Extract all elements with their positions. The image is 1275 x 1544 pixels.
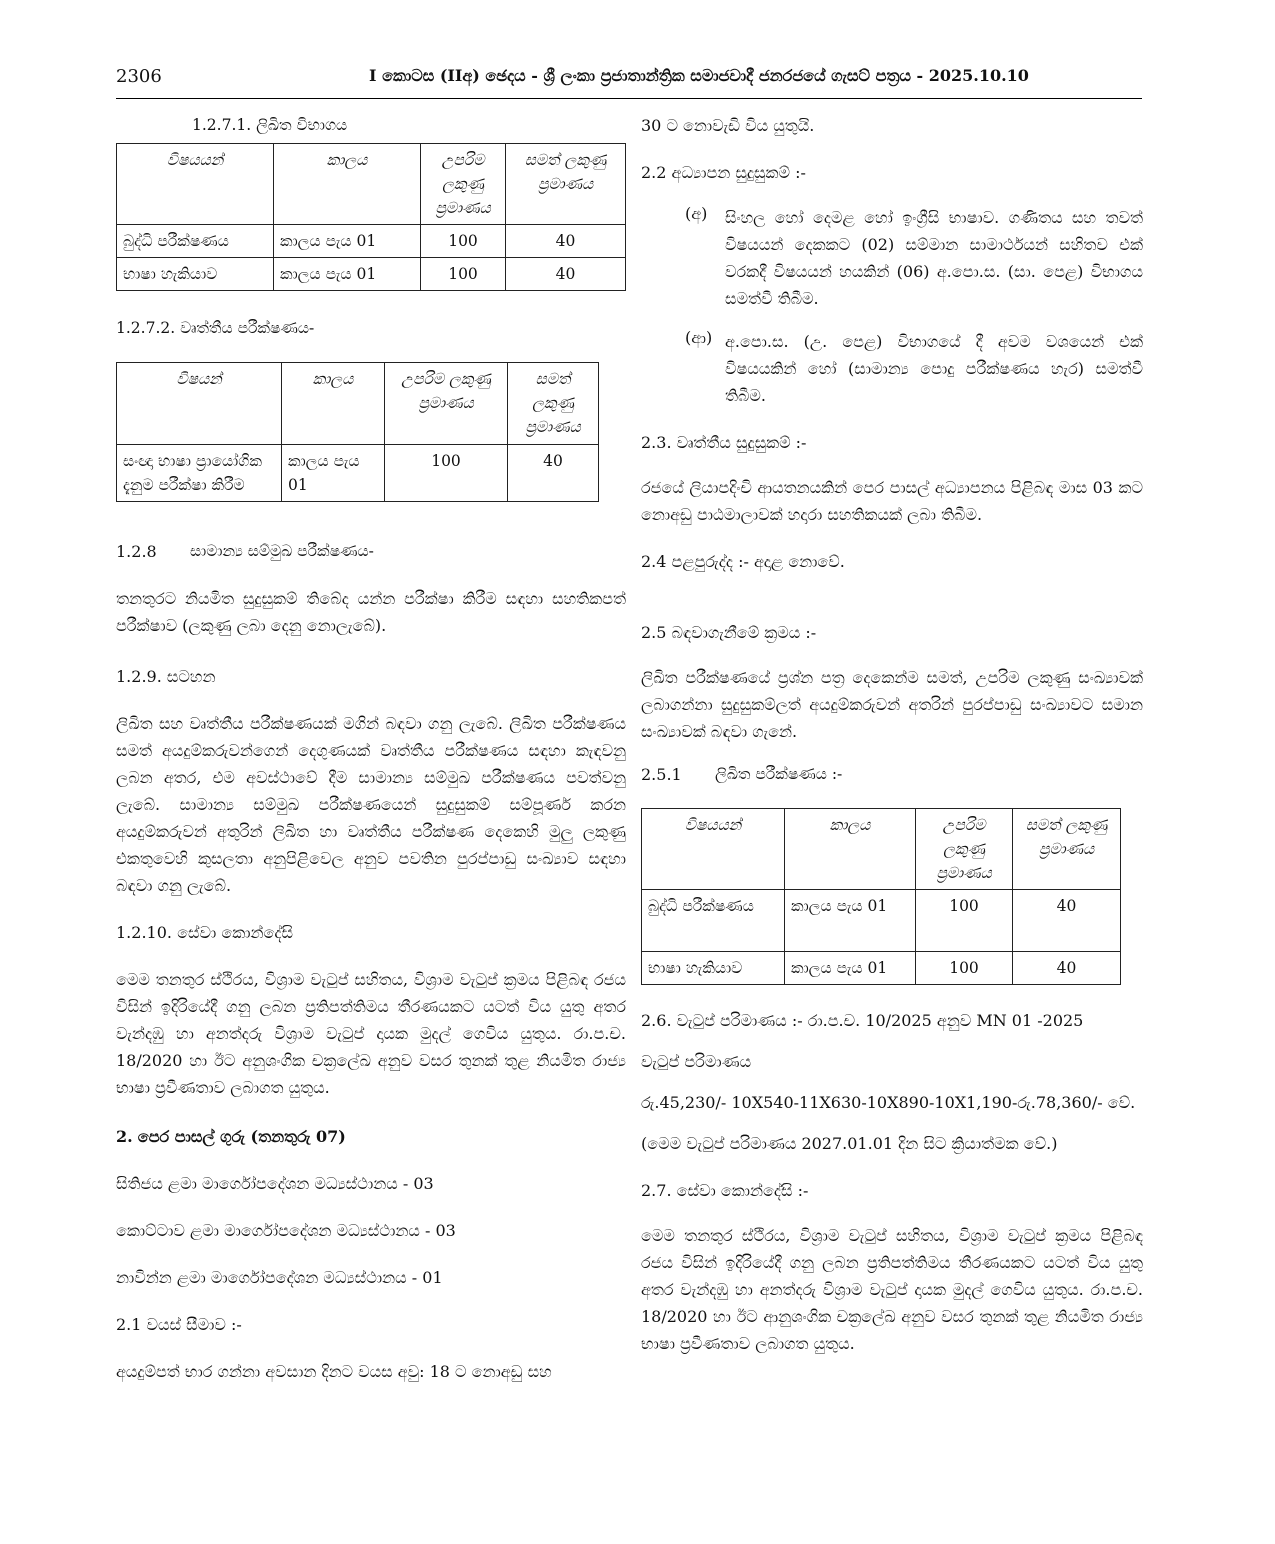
paragraph: තනතුරට නියමිත සුදුසුකම් තිබේද යන්න පරීක්ෂා කිරීම සඳහා සහතිකපත් පරීක්ෂාව (ලකුණු ලබා දෙනු නොලැබේ). <box>116 589 626 635</box>
table-cell: 100 <box>916 952 1013 985</box>
table-cell: සංඥා භාෂා ප්‍රායෝගික දැනුම පරීක්ෂා කිරීම <box>117 445 282 502</box>
written-exam-table <box>641 808 1121 985</box>
paragraph: 2.6. වැටුප් පරිමාණය :- රා.ප.ච. 10/2025 අනුව MN 01 -2025 <box>641 1011 1084 1030</box>
right-column <box>641 112 1143 1357</box>
section-heading: 1.2.7.1. ලිඛිත විභාගය <box>192 116 348 134</box>
table-row <box>117 225 626 258</box>
section-heading: 2.3. වෘත්තීය සුදුසුකම් :- <box>641 433 807 452</box>
table-cell: 100 <box>421 225 506 258</box>
section-heading <box>116 538 626 565</box>
salary-scale: රු.45,230/- 10X540-11X630-10X890-10X1,190-රු.78,360/- වේ. <box>641 1093 1136 1112</box>
paragraph: රජයේ ලියාපදිංචි ආයතනයකින් පෙර පාසල් අධ්‍යාපනය පිළිබඳ මාස 03 කට නොඅඩු පාඨමාලාවක් හදාරා සහතිකයක් ලබා තිබීම. <box>641 478 1143 524</box>
paragraph: මෙම තනතුර ස්ථිරය, විශ්‍රාම වැටුප් සහිතය, විශ්‍රාම වැටුප් ක්‍රමය පිළිබඳ රජය විසින් ඉදිරියේදී ගනු ලබන ප්‍රතිපත්තිමය තීරණයකට යටත් විය යුතු අතර වැන්දඹු හා අනත්දරු විශ්‍රාම වැටුප් දායක මුදල් ගෙවිය යුතුය. රා.ප.ච. 18/2020 හා ඊට ආනුශංගික චක්‍රලේඛ අනුව වසර තුනක් තුළ නියමිත රාජ්‍ය භාෂා ප්‍රවීණතාව ලබාගත යුතුය. <box>641 1226 1143 1353</box>
table-cell: 40 <box>506 225 626 258</box>
table-cell: 100 <box>916 890 1013 952</box>
section-heading: 1.2.7.2. වෘත්තීය පරීක්ෂණය- <box>116 319 315 337</box>
section-heading: 2.5 බඳවාගැනීමේ ක්‍රමය :- <box>641 623 817 642</box>
section-heading: 1.2.10. සේවා කොන්දේසි <box>116 923 293 942</box>
table-cell: කාලය පැය 01 <box>785 952 916 985</box>
table-header: කාලය <box>785 809 916 890</box>
paragraph: අයදුම්පත් භාර ගන්නා අවසාන දිනට වයස අවු: 18 ට නොඅඩු සහ <box>116 1362 552 1381</box>
paragraph: ලිඛිත සහ වෘත්තීය පරීක්ෂණයක් මගින් බඳවා ගනු ලැබේ. ලිඛිත පරීක්ෂණය සමත් අයදුම්කරුවන්ගෙන් දෙගුණයක් වෘත්තීය පරීක්ෂණය සඳහා කැඳවනු ලබන අතර, එම අවස්ථාවේ දීම සාමාන්‍ය සම්මුඛ පරීක්ෂණය පවත්වනු ලැබේ. සාමාන්‍ය සම්මුඛ පරීක්ෂණයෙන් සුදුසුකම් සම්පූර්ණ කරන අයදුම්කරුවන් අතුරින් ලිඛිත හා වෘත්තීය පරීක්ෂණ දෙකෙහි මුලු ලකුණු එකතුවෙහි කුසලතා අනුපිළිවෙල අනුව පවතින පුරප්පාඩු සංඛ්‍යාව සඳහා බඳවා ගනු ලැබේ. <box>116 714 626 895</box>
section-heading: 2.2 අධ්‍යාපන සුදුසුකම් :- <box>641 163 806 182</box>
table-header: උපරිම ලකුණු ප්‍රමාණය <box>385 363 508 445</box>
section-heading: 2.1 වයස් සීමාව :- <box>116 1315 242 1334</box>
table-header: විෂයන් <box>117 363 282 445</box>
section-number: 1.2.8 <box>116 542 157 561</box>
page-number: 2306 <box>116 66 162 87</box>
section-number: 2. <box>116 1127 133 1146</box>
gazette-title: I කොටස (IIඅ) ඡෙදය - ශ්‍රී ලංකා ප්‍රජාතාන්ත්‍රික සමාජවාදී ජනරජයේ ගැසට් පත්‍රය - 2025.10.10 <box>369 66 1029 85</box>
table-cell: 40 <box>1013 952 1121 985</box>
section-heading <box>641 761 1143 788</box>
table-cell: කාලය පැය 01 <box>785 890 916 952</box>
paragraph: වැටුප් පරිමාණය <box>641 1052 752 1071</box>
left-column <box>116 112 626 1385</box>
table-cell: 40 <box>506 258 626 291</box>
table-header: විෂයයන් <box>642 809 785 890</box>
list-item <box>685 328 1143 409</box>
page-header <box>116 62 1142 99</box>
section-heading <box>116 1123 626 1150</box>
table-cell: 100 <box>385 445 508 502</box>
section-number: 2.5.1 <box>641 765 682 784</box>
list-label: (අ) <box>685 204 708 223</box>
paragraph: මෙම තනතුර ස්ථිරය, විශ්‍රාම වැටුප් සහිතය, විශ්‍රාම වැටුප් ක්‍රමය පිළිබඳ රජය විසින් ඉදිරියේදී ගනු ලබන ප්‍රතිපත්තිමය තීරණයකට යටත් විය යුතු අතර වැන්දඹු හා අනත්දරු විශ්‍රාම වැටුප් දායක මුදල් ගෙවිය යුතුය. රා.ප.ච. 18/2020 හා ඊට අනුශංගික චක්‍රලේඛ අනුව වසර තුනක් තුළ නියමිත රාජ්‍ය භාෂා ප්‍රවීණතාව ලබාගත යුතුය. <box>116 970 626 1097</box>
table-row <box>117 445 599 502</box>
paragraph: (මෙම වැටුප් පරිමාණය 2027.01.01 දින සිට ක්‍රියාත්මක වේ.) <box>641 1134 1058 1153</box>
section-heading: 1.2.9. සටහන <box>116 667 216 686</box>
list-text: අ.පො.ස. (උ. පෙළ) විභාගයේ දී අවම වශයෙන් එක් විෂයයකින් හෝ (සාමාන්‍ය පොදු පරීක්ෂණය හැර) සමත්වී තිබීම. <box>725 332 1143 405</box>
table-header: උපරිම ලකුණු ප්‍රමාණය <box>916 809 1013 890</box>
table-header: උපරිම ලකුණු ප්‍රමාණය <box>421 144 506 225</box>
table-cell: කාලය පැය 01 <box>274 225 421 258</box>
table-header: සමත් ලකුණු ප්‍රමාණය <box>508 363 599 445</box>
section-title: සාමාන්‍ය සම්මුඛ පරීක්ෂණය- <box>190 542 374 560</box>
paragraph: ලිඛිත පරීක්ෂණයේ ප්‍රශ්න පත්‍ර දෙකෙන්ම සමත්, උපරිම ලකුණු සංඛ්‍යාවක් ලබාගන්නා සුදුසුකම්ලත් අයදුම්කරුවන් අතරින් පුරප්පාඩු සංඛ්‍යාවට සමාන සංඛ්‍යාවක් බඳවා ගැනේ. <box>641 668 1143 741</box>
section-title: ලිඛිත පරීක්ෂණය :- <box>715 765 843 783</box>
table-header: කාලය <box>282 363 385 445</box>
list-item <box>685 204 1143 312</box>
table-cell: බුද්ධි පරීක්ෂණය <box>117 225 274 258</box>
table-cell: 100 <box>421 258 506 291</box>
list-item: සිතිජය ළමා මාර්ගෝපදේශන මධ්‍යස්ථානය - 03 <box>116 1174 434 1193</box>
table-cell: 40 <box>1013 890 1121 952</box>
list-label: (ආ) <box>685 328 713 347</box>
table-cell: කාලය පැය 01 <box>274 258 421 291</box>
table-cell: භාෂා හැකියාව <box>642 952 785 985</box>
table-header: කාලය <box>274 144 421 225</box>
table-cell: 40 <box>508 445 599 502</box>
table-row <box>117 258 626 291</box>
list-text: සිංහල හෝ දෙමළ හෝ ඉංග්‍රීසි භාෂාව. ගණිතය සහ තවත් විෂයයන් දෙකකට (02) සම්මාන සාමාර්ථයන් සහිතව එක් වරකදී විෂයයන් හයකින් (06) අ.පො.ස. (සා. පෙළ) විභාගය සමත්වී තිබීම. <box>725 208 1143 308</box>
table-cell: කාලය පැය 01 <box>282 445 385 502</box>
table-header: විෂයයන් <box>117 144 274 225</box>
table-row <box>642 952 1121 985</box>
list-item: නාවින්න ළමා මාර්ගෝපදේශන මධ්‍යස්ථානය - 01 <box>116 1268 443 1287</box>
table-row <box>642 890 1121 952</box>
section-title: පෙර පාසල් ගුරු (තනතුරු 07) <box>137 1127 346 1146</box>
written-exam-table <box>116 143 626 291</box>
table-header: සමත් ලකුණු ප්‍රමාණය <box>1013 809 1121 890</box>
section-heading: 2.7. සේවා කොන්දේසි :- <box>641 1181 809 1200</box>
paragraph: 30 ට නොවැඩි විය යුතුයි. <box>641 116 815 135</box>
paragraph: 2.4 පළපුරුද්ද :- අදාළ නොවේ. <box>641 552 845 571</box>
vocational-test-table <box>116 362 599 502</box>
list-item: කොට්ටාව ළමා මාර්ගෝපදේශන මධ්‍යස්ථානය - 03 <box>116 1221 456 1240</box>
table-cell: භාෂා හැකියාව <box>117 258 274 291</box>
table-header: සමත් ලකුණු ප්‍රමාණය <box>506 144 626 225</box>
table-cell: බුද්ධි පරීක්ෂණය <box>642 890 785 952</box>
